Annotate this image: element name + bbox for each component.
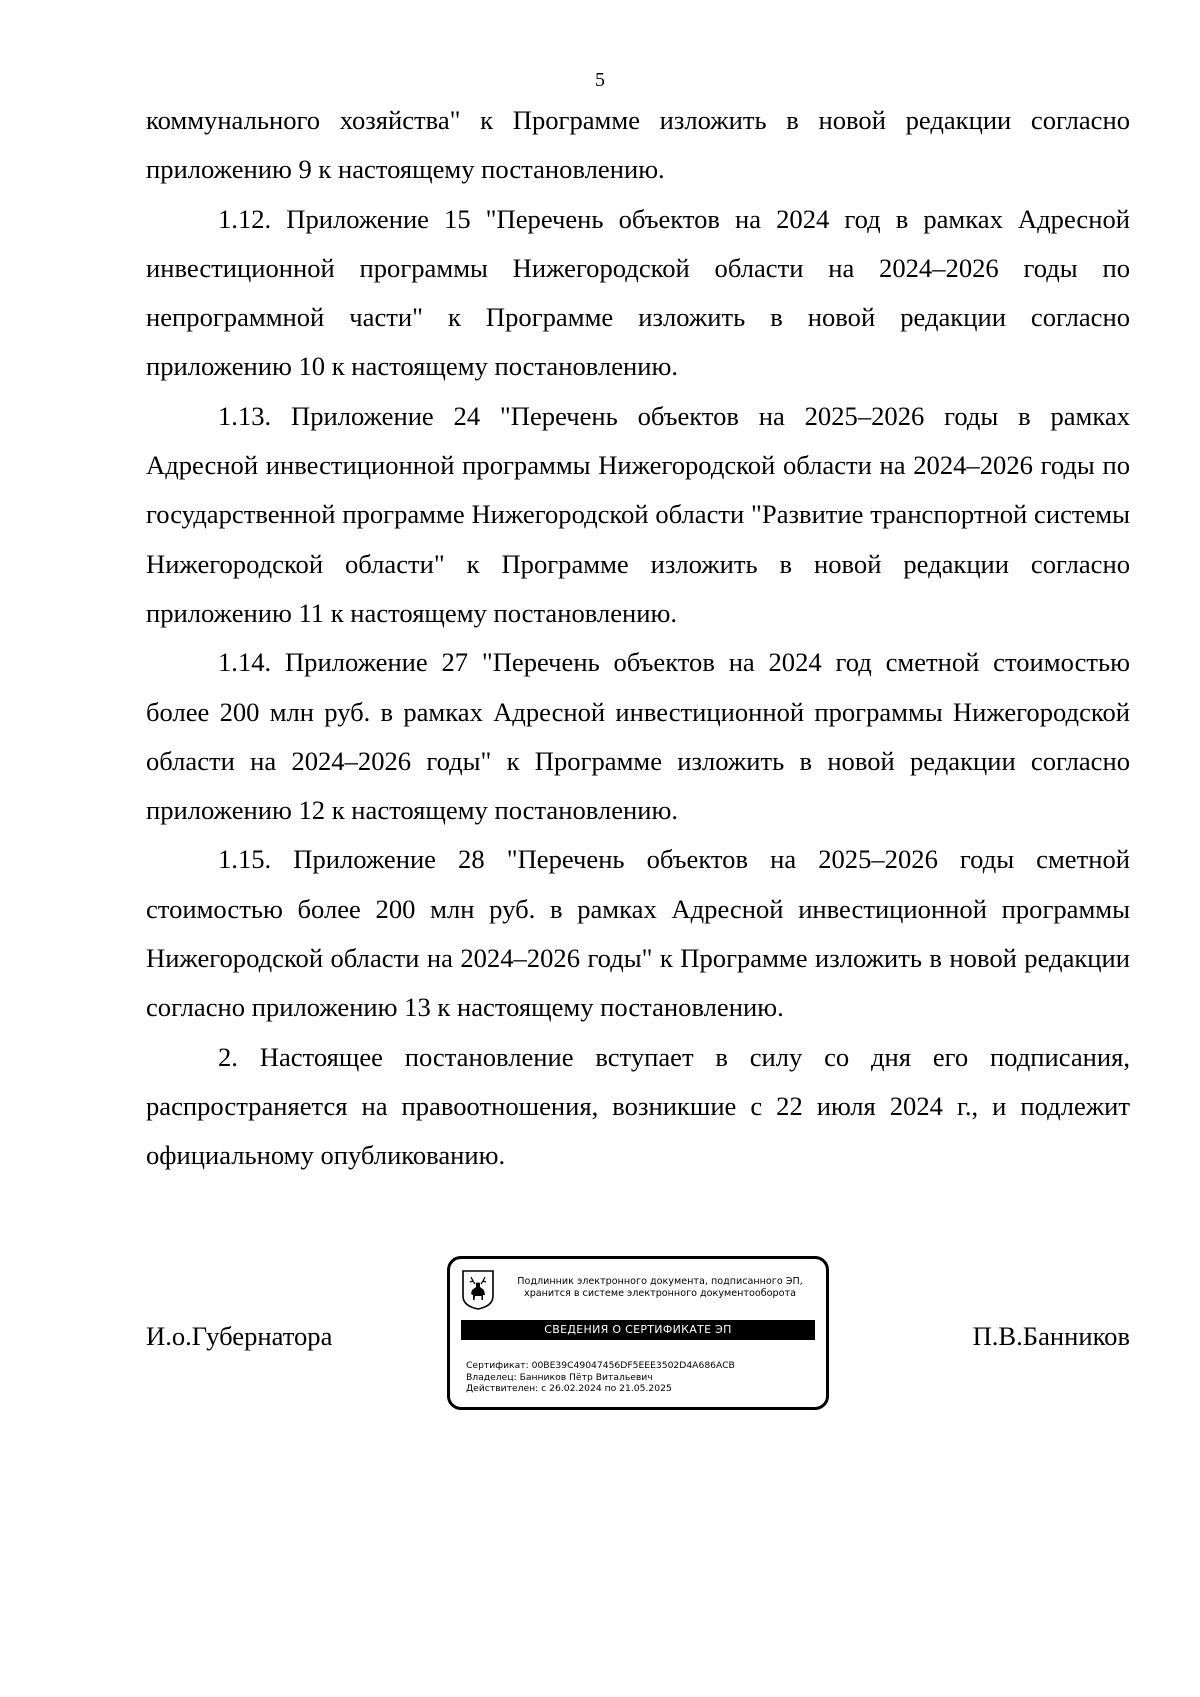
paragraph-2: 2. Настоящее постановление вступает в силу со дня его подписания, распространяется на правоотношения, возникшие с 22 июля 2024 г., и подлежит официальному опубликованию. xyxy=(146,1041,1130,1171)
paragraph-1-12: 1.12. Приложение 15 "Перечень объектов на 2024 год в рамках Адресной инвестиционной программы Нижегородской области на 2024–2026 годы по непрограммной части" к Программе изложить в новой редакции согласно приложению 10 к настоящему постановлению. xyxy=(146,203,1130,382)
certificate-number: Сертификат: 00BE39C49047456DF5EEE3502D4A686ACB xyxy=(466,1360,735,1371)
stamp-header-line: хранится в системе электронного документооборота xyxy=(524,1288,796,1299)
stamp-header-line: Подлинник электронного документа, подписанного ЭП, xyxy=(517,1276,803,1287)
paragraph-continuation: коммунального хозяйства" к Программе изложить в новой редакции согласно приложению 9 к настоящему постановлению. xyxy=(146,105,1130,185)
paragraph-1-13: 1.13. Приложение 24 "Перечень объектов на 2025–2026 годы в рамках Адресной инвестиционной программы Нижегородской области на 2024–2026 годы по государственной программе Нижегородской области "Развитие транспортной системы Нижегородской области" к Программе изложить в новой редакции согласно приложению 11 к настоящему постановлению. xyxy=(146,400,1130,628)
paragraph-1-15: 1.15. Приложение 28 "Перечень объектов на 2025–2026 годы сметной стоимостью более 200 млн руб. в рамках Адресной инвестиционной программы Нижегородской области на 2024–2026 годы" к Программе изложить в новой редакции согласно приложению 13 к настоящему постановлению. xyxy=(146,844,1130,1023)
deer-emblem-icon xyxy=(462,1270,494,1310)
document-body xyxy=(146,96,1130,1181)
page-number: 5 xyxy=(595,69,605,91)
certificate-validity: Действителен: с 26.02.2024 по 21.05.2025 xyxy=(466,1383,672,1394)
signatory-position: И.о.Губернатора xyxy=(146,1321,333,1351)
stamp-certificate-details xyxy=(466,1360,816,1395)
stamp-title-bar: СВЕДЕНИЯ О СЕРТИФИКАТЕ ЭП xyxy=(461,1320,815,1340)
paragraph-1-14: 1.14. Приложение 27 "Перечень объектов на 2024 год сметной стоимостью более 200 млн руб. в рамках Адресной инвестиционной программы Нижегородской области на 2024–2026 годы" к Программе изложить в новой редакции согласно приложению 12 к настоящему постановлению. xyxy=(146,647,1130,826)
certificate-owner: Владелец: Банников Пётр Витальевич xyxy=(466,1371,653,1383)
signatory-name: П.В.Банников xyxy=(972,1321,1130,1351)
stamp-header xyxy=(500,1276,820,1300)
electronic-signature-stamp xyxy=(447,1256,829,1410)
